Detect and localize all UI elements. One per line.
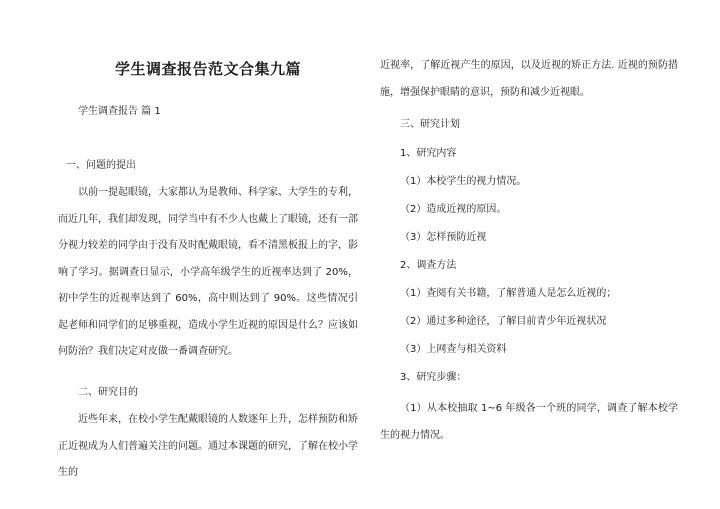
- section-heading-plan: 三、研究计划: [400, 119, 460, 130]
- plan-subitem: （1）查阅有关书籍，了解普通人是怎么近视的；: [400, 288, 617, 299]
- continued-paragraph: 近视率，了解近视产生的原因，以及近视的矫正方法. 近视的预防措施，增强保护眼睛的意识，预防和减少近视眼。: [380, 60, 678, 98]
- plan-subitem: （2）通过多种途径，了解目前青少年近视状况: [400, 316, 607, 327]
- section-heading-problem: 一、问题的提出: [66, 160, 136, 171]
- plan-subitem: （2）造成近视的原因。: [400, 204, 507, 215]
- plan-subitem-step1: （1）从本校抽取 1~6 年级各一个班的同学，调查了解本校学生的视力情况。: [380, 403, 678, 441]
- plan-subitem: （3）怎样预防近视: [400, 232, 487, 243]
- plan-subitem: （1）本校学生的视力情况。: [400, 176, 527, 187]
- section-heading-purpose: 二、研究目的: [78, 387, 138, 398]
- report-subtitle: 学生调查报告 篇 1: [78, 106, 161, 117]
- document-title: 学生调查报告范文合集九篇: [114, 60, 301, 78]
- plan-subitem: （3）上网查与相关资料: [400, 344, 507, 355]
- section-paragraph-purpose: 近些年来，在校小学生配戴眼镜的人数逐年上升，怎样预防和矫正近视成为人们普遍关注的问题。通过本课题的研究，了解在校小学生的: [58, 414, 358, 478]
- plan-item-method: 2、调查方法: [400, 260, 457, 271]
- plan-item-steps: 3、研究步骤：: [400, 372, 467, 383]
- plan-item-content: 1、研究内容: [400, 148, 457, 159]
- section-paragraph-problem: 以前一提起眼镜，大家都认为是教师、科学家、大学生的专利，而近几年，我们却发现，同学当中有不少人也戴上了眼镜，还有一部分视力较差的同学由于没有及时配戴眼镜，看不清黑板报上的字，影响了学习。据调查日显示，小学高年级学生的近视率达到了 20%，初中学生的近视率达到了 60%，高中则达到了 90%。这些情况引起老师和同学们的足够重视，造成小学生近视的原因是什么？应该如何防治？我们决定对皮做一番调查研究。: [58, 187, 358, 357]
